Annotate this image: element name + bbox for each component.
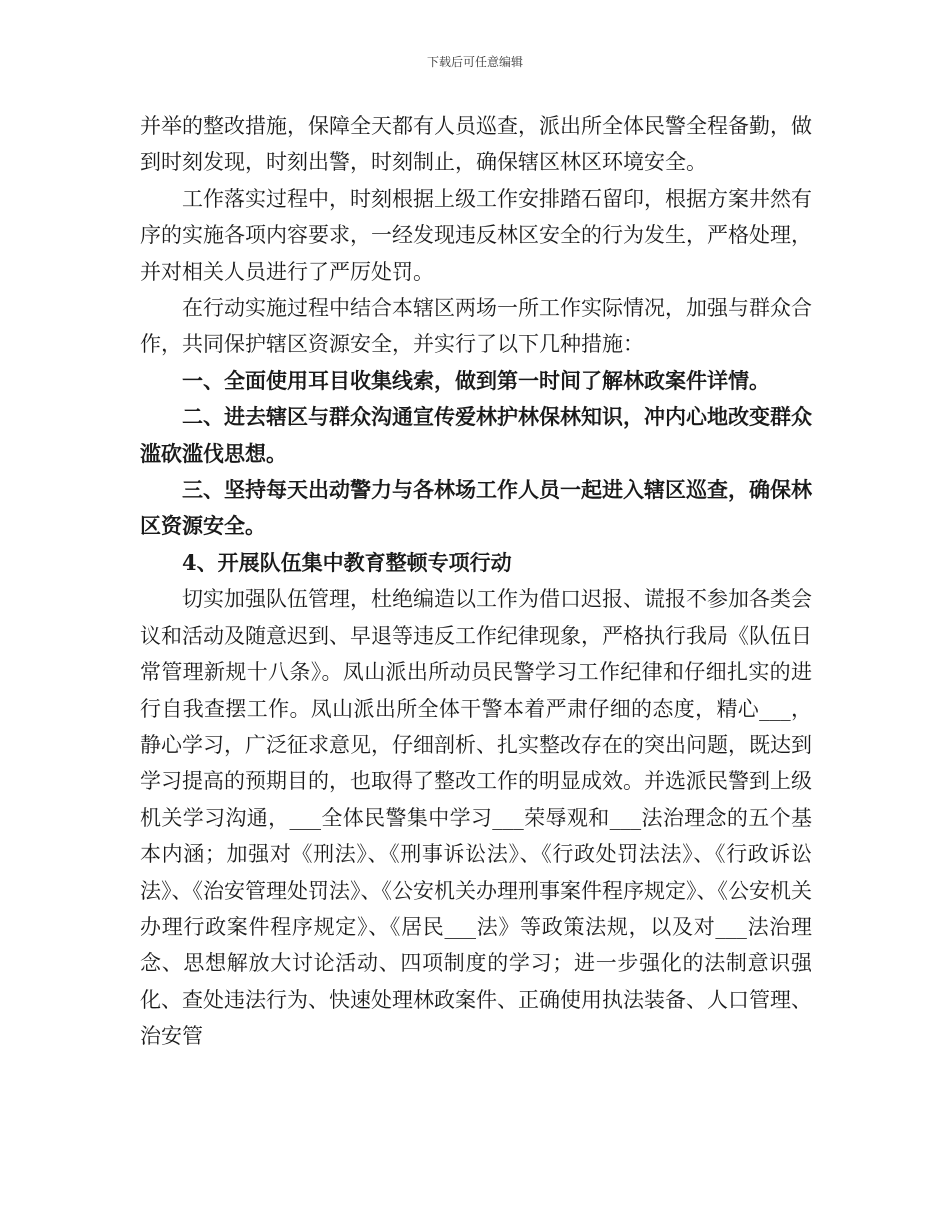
paragraph-cooperation: 在行动实施过程中结合本辖区两场一所工作实际情况，加强与群众合作，共同保护辖区资源安全，并实行了以下几种措施：: [140, 296, 812, 357]
measure-item-3: 三、坚持每天出动警力与各林场工作人员一起进入辖区巡查，确保林区资源安全。: [140, 477, 812, 539]
measure-item-2: 二、进去辖区与群众沟通宣传爱林护林保林知识，冲内心地改变群众滥砍滥伐思想。: [140, 404, 812, 466]
paragraph-implementation: 工作落实过程中，时刻根据上级工作安排踏石留印，根据方案井然有序的实施各项内容要求，一经发现违反林区安全的行为发生，严格处理，并对相关人员进行了严厉处罚。: [140, 186, 812, 284]
paragraph-team-management: 切实加强队伍管理，杜绝编造以工作为借口迟报、谎报不参加各类会议和活动及随意迟到、早退等违反工作纪律现象，严格执行我局《队伍日常管理新规十八条》。凤山派出所动员民警学习工作纪律和仔细扎实的进行自我查摆工作。凤山派出所全体干警本着严肃仔细的态度，精心___，静心学习，广泛征求意见，仔细剖析、扎实整改存在的突出问题，既达到学习提高的预期目的，也取得了整改工作的明显成效。并选派民警到上级机关学习沟通，___全体民警集中学习___荣辱观和___法治理念的五个基本内涵；加强对《刑法》、《刑事诉讼法》、《行政处罚法法》、《行政诉讼法》、《治安管理处罚法》、《公安机关办理刑事案件程序规定》、《公安机关办理行政案件程序规定》、《居民___法》等政策法规，以及对___法治理念、思想解放大讨论活动、四项制度的学习；进一步强化的法制意识强化、查处违法行为、快速处理林政案件、正确使用执法装备、人口管理、治安管: [140, 587, 812, 1049]
measure-item-1: 一、全面使用耳目收集线索，做到第一时间了解林政案件详情。: [182, 367, 770, 393]
section-heading-4: 4、开展队伍集中教育整顿专项行动: [182, 549, 512, 575]
page-header: 下载后可任意编辑: [426, 55, 523, 69]
document-body: [140, 108, 812, 1055]
paragraph-patrol-measures: 并举的整改措施，保障全天都有人员巡查，派出所全体民警全程备勤，做到时刻发现，时刻出警，时刻制止，确保辖区林区环境安全。: [140, 114, 812, 175]
